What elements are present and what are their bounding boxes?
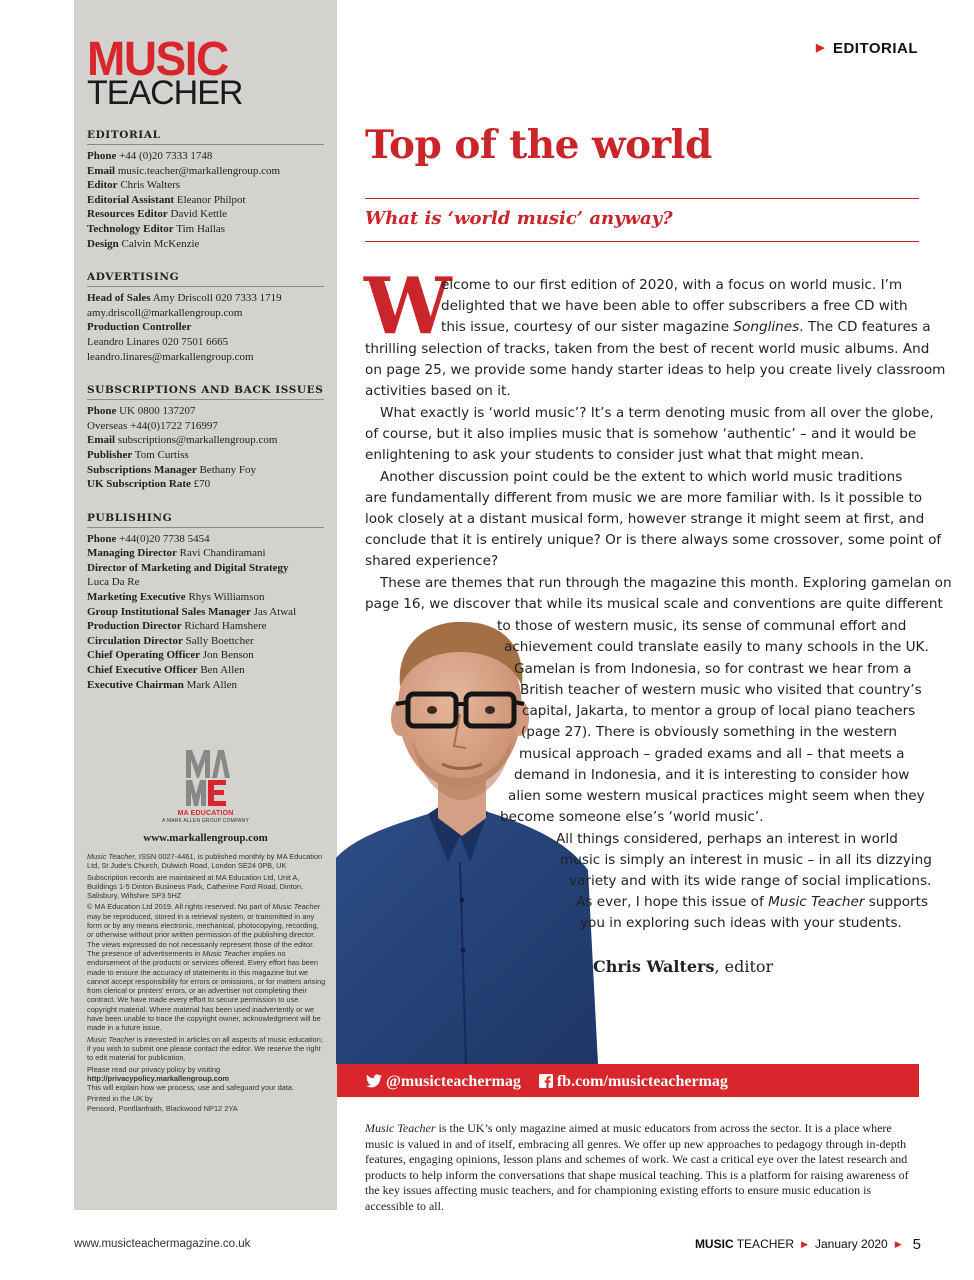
contact-value: Calvin McKenzie [118,237,200,250]
title-rule-top [365,198,919,199]
contact-line [87,678,324,693]
contact-label: Phone [87,150,117,162]
contact-line [87,663,324,678]
signoff-name: Chris Walters [593,957,715,976]
ma-education-logo-icon [176,748,236,810]
contact-value: Tom Curtiss [132,448,189,461]
contact-line [87,575,324,590]
article-line: enlightening to ask your students to consider just what that might mean. [365,447,864,463]
contact-value: Richard Hamshere [181,620,267,633]
article-line: to those of western music, its sense of communal effort and [497,618,907,634]
article-line: These are themes that run through the magazine this month. Exploring gamelan on [380,575,952,591]
article-line: page 16, we discover that while its musical scale and conventions are quite different [365,596,943,612]
contact-label: Managing Director [87,547,177,560]
contact-line [87,291,324,306]
contact-value: Tim Hallas [173,222,226,235]
editorial-contacts [87,129,324,251]
article-line: Another discussion point could be the extent to which world music traditions [380,469,903,485]
contact-label: Production Director [87,620,182,633]
contact-value: Ben Allen [197,664,245,677]
publisher-website[interactable]: www.markallengroup.com [143,832,268,844]
contact-label: UK Subscription Rate [87,478,191,491]
article-line: (page 27). There is obviously something in the western [521,724,898,740]
fine-print-paragraph: http://privacypolicy.markallengroup.com [87,1073,229,1083]
about-magazine: Music Teacher is the UK’s only magazine aimed at music educators from across the sector. It is a place where music is valued in and of itself, embracing all genres. We offer up new approaches to pedagogy through in-depth features, engaging opinions, lesson plans and schemes of work. We cast a critical eye over the latest research and products to help inform the conversations that shape musical teaching. This is a platform for raising awareness of the key issues affecting music teachers, and for championing existing efforts to ensure music education is accessible to all. [365,1121,909,1213]
article-line: look closely at a distant musical form, however strange it might seem at first, and [365,511,925,527]
subscriptions-contacts [87,384,324,492]
contact-value: Overseas +44(0)1722 716997 [87,419,218,432]
contact-value: leandro.linares@markallengroup.com [87,350,254,363]
article-line: become someone else’s ‘world music’. [500,809,764,825]
contact-line [87,448,324,463]
fine-print-paragraph: Subscription records are maintained at MA Education Ltd, Unit A, Buildings 1-5 Dinton Business Park, Catherine Ford Road, Dinton, Salisbury, Wiltshire SP3 5HZ [87,872,304,901]
article-line: As ever, I hope this issue of Music Teacher supports [576,894,929,910]
triangle-arrow-icon: ▶ [801,1239,808,1249]
contact-line [87,590,324,605]
contact-label: Chief Executive Officer [87,664,198,677]
article-line: All things considered, perhaps an interest in world [556,831,898,847]
contact-line [87,605,324,620]
contact-label: Editorial Assistant [87,193,175,206]
contact-value: +44 (0)20 7333 1748 [116,150,213,162]
social-bar [337,1064,919,1097]
contact-value: music.teacher@markallengroup.com [115,164,281,177]
signoff [593,957,773,976]
footer-issue: January 2020 [815,1237,888,1251]
ma-tagline: A MARK ALLEN GROUP COMPANY [162,818,249,824]
footer-website[interactable]: www.musicteachermagazine.co.uk [74,1238,251,1250]
fine-print-paragraph: This will explain how we process, use and safeguard your data. [87,1083,295,1093]
contact-value: Jon Benson [200,649,254,662]
fine-print-paragraph: Please read our privacy policy by visiting [87,1064,221,1074]
contact-line [87,350,324,365]
contact-line [87,306,324,321]
advertising-contacts [87,271,324,364]
contact-label: Email [87,434,116,447]
article-line: variety and with its wide range of social implications. [569,873,932,889]
contact-label: Email [87,164,116,177]
article-subtitle: What is ‘world music’ anyway? [365,208,673,229]
article-line: elcome to our first edition of 2020, with a focus on world music. I’m [441,277,903,293]
fine-print-paragraph: Printed in the UK by [87,1094,153,1104]
contact-label: Group Institutional Sales Manager [87,605,251,618]
contact-label: Subscriptions Manager [87,463,197,476]
contact-value: David Kettle [167,208,228,221]
twitter-icon [366,1074,382,1088]
section-heading: SUBSCRIPTIONS AND BACK ISSUES [87,384,324,400]
contact-line [87,178,324,193]
contact-line [87,634,324,649]
contact-value: amy.driscoll@markallengroup.com [87,306,243,319]
article-line: of course, but it also implies music that is somehow ‘authentic’ – and it would be [365,426,917,442]
contact-line [87,320,324,335]
contact-value: Jas Atwal [250,605,297,618]
drop-cap: W [364,261,452,352]
contact-line [87,222,324,237]
contact-label: Marketing Executive [87,591,186,604]
triangle-arrow-icon: ▶ [894,1239,902,1249]
section-tag: ▶ EDITORIAL [815,40,918,57]
article-line: delighted that we have been able to offer subscribers a free CD with [441,298,908,314]
contact-label: Phone [87,532,117,545]
article-line: thrilling selection of tracks, taken from the best of recent world music albums. And [365,341,930,357]
contact-line [87,648,324,663]
signoff-role: , editor [714,957,774,976]
article-line: on page 25, we provide some handy starter ideas to help you create lively classroom [365,362,946,378]
contact-value: Amy Driscoll 020 7333 1719 [150,292,282,305]
section-heading: EDITORIAL [87,129,324,145]
section-heading: PUBLISHING [87,512,324,528]
article-line: music is simply an interest in music – in all its dizzying [560,852,932,868]
article-line: Gamelan is from Indonesia, so for contrast we hear from a [514,661,912,677]
contact-value: UK 0800 137207 [116,405,196,418]
contact-label: Resources Editor [87,208,168,221]
legal-fine-print [87,852,327,1115]
footer-folio [695,1236,921,1253]
contact-value: Chris Walters [117,179,181,192]
fine-print-paragraph: Music Teacher, ISSN 0027-4461, is published monthly by MA Education Ltd, St Jude's Church, Dulwich Road, London SE24 0PB, UK [87,852,323,871]
contact-label: Head of Sales [87,292,151,305]
footer-brand-bold: MUSIC [694,1237,734,1251]
article-line: capital, Jakarta, to mentor a group of local piano teachers [522,703,916,719]
facebook-url[interactable]: fb.com/musicteachermag [556,1072,728,1090]
contact-line [87,404,324,419]
article-title: Top of the world [365,122,712,168]
contact-value: subscriptions@markallengroup.com [115,434,278,447]
article-line: What exactly is ‘world music’? It’s a term denoting music from all over the globe, [380,405,934,421]
contact-line [87,463,324,478]
contact-value: Ravi Chandiramani [176,547,266,560]
article-line: activities based on it. [365,383,511,399]
contact-line [87,207,324,222]
contact-label: Executive Chairman [87,678,184,691]
contact-value: £70 [190,478,211,491]
contact-value: Eleanor Philpot [174,193,246,206]
twitter-handle[interactable]: @musicteachermag [386,1072,521,1090]
article-line: alien some western musical practices might seem when they [508,788,925,804]
article-line: shared experience? [365,553,499,569]
logo-teacher: TEACHER [87,74,243,112]
facebook-icon [539,1074,553,1088]
fine-print-paragraph: Pensord, Pontllanfraith, Blackwood NP12 2YA [87,1103,238,1113]
contact-value: Mark Allen [183,678,238,691]
contact-label: Technology Editor [87,222,174,235]
contact-line [87,193,324,208]
fine-print-paragraph: Music Teacher is interested in articles on all aspects of music education; if you wish to submit one please contact the editor. We reserve the right to edit material for publication. [87,1034,323,1063]
contact-value: Leandro Linares 020 7501 6665 [87,335,229,348]
contact-label: Phone [87,405,117,418]
triangle-arrow-icon: ▶ [815,42,825,54]
article-line: achievement could translate easily to many schools in the UK. [504,639,929,655]
contact-line [87,561,324,576]
contact-line [87,164,324,179]
contact-line [87,619,324,634]
contact-line [87,477,324,492]
masthead-sidebar [74,0,337,1210]
contact-value: Rhys Williamson [185,591,265,604]
page-number: 5 [912,1236,921,1253]
article-line: demand in Indonesia, and it is interesting to consider how [514,767,910,783]
article-line: are fundamentally different from music we are more familiar with. Is it possible to [365,490,923,506]
title-rule-bottom [365,241,919,242]
contact-line [87,419,324,434]
section-heading: ADVERTISING [87,271,324,287]
contact-line [87,532,324,547]
publishing-contacts [87,512,324,693]
contact-line [87,149,324,164]
article-line: you in exploring such ideas with your students. [580,915,902,931]
contact-label: Circulation Director [87,634,183,647]
contact-line [87,237,324,252]
contact-label: Publisher [87,448,133,461]
article-line: musical approach – graded exams and all – that meets a [519,746,905,762]
music-teacher-logo [87,30,324,112]
contact-label: Editor [87,179,118,192]
contact-label: Director of Marketing and Digital Strategy [87,561,289,574]
fine-print-paragraph: © MA Education Ltd 2019. All rights reserved. No part of Music Teacher may be reproduced, stored in a retrieval system, or transmitted in any form or by any means electronic, mechanical, photocopying, recording, or otherwise without prior written permission of the publishing director. The views expressed do not necessarily represent those of the editor. The presence of advertisements in Music Teacher implies no endorsement of the products or services offered. Every effort has been made to ensure the accuracy of statements in this magazine but we cannot accept responsibility for errors or omissions, or for matters arising from clerical or printers' errors, or an advertiser not completing their contract. We have made every effort to secure permission to use copyright material. Where material has been used inadvertently or we have been unable to trace the copyright owner, acknowledgment will be made in a future issue. [87,902,326,1033]
article-line: conclude that it is entirely unique? Or is there always some crossover, some point of [365,532,942,548]
contact-value: +44(0)20 7738 5454 [116,532,210,545]
article-line: this issue, courtesy of our sister magazine Songlines. The CD features a [441,319,931,335]
footer-brand-rest: TEACHER [733,1237,795,1251]
ma-education-logo [74,748,337,824]
contact-label: Production Controller [87,321,192,334]
contact-label: Design [87,237,119,250]
contact-label: Chief Operating Officer [87,649,201,662]
contact-line [87,335,324,350]
ma-education-label: MA EDUCATION [177,810,234,817]
contact-line [87,546,324,561]
contact-value: Sally Boettcher [182,634,254,647]
contact-value: Luca Da Re [87,576,140,589]
logo-music: MUSIC [87,30,228,86]
article-line: British teacher of western music who visited that country’s [520,682,922,698]
contact-value: Bethany Foy [196,463,256,476]
contact-line [87,433,324,448]
